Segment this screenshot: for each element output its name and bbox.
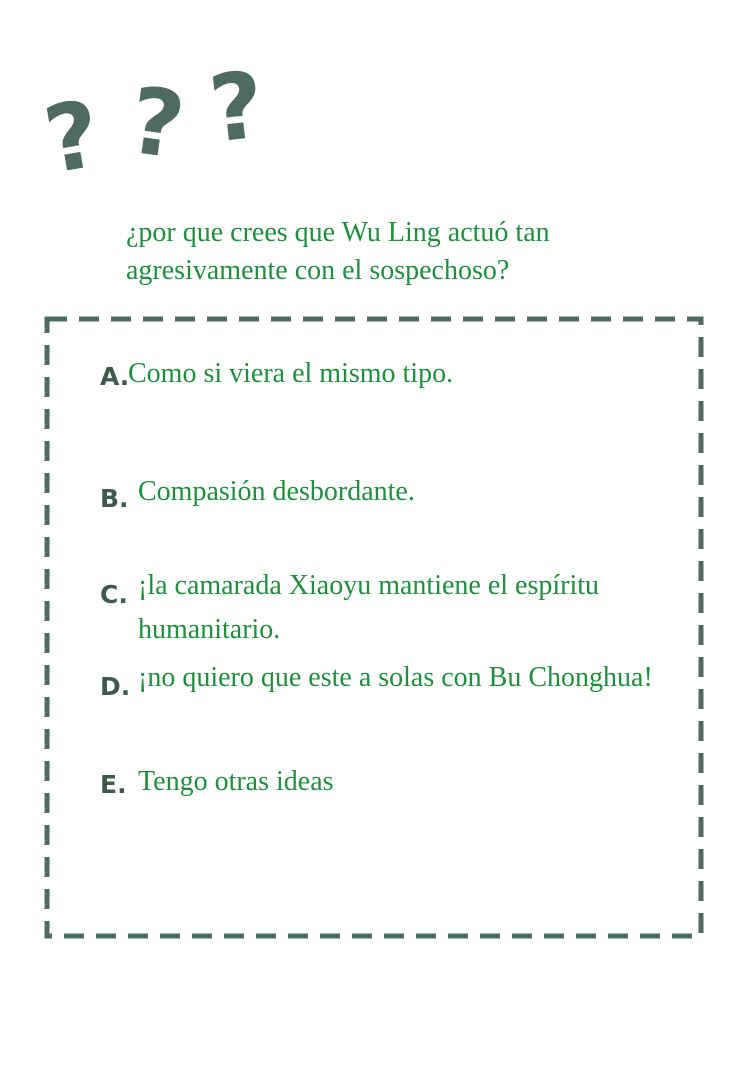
question-text: ¿por que crees que Wu Ling actuó tan agresivamente con el sospechoso?: [126, 217, 550, 286]
answer-box: [44, 316, 704, 939]
question-mark-icon: ?: [204, 51, 269, 164]
option-letter: E.: [100, 770, 127, 799]
question-mark-icon: ?: [122, 66, 191, 181]
option-letter: C.: [100, 580, 128, 609]
option-text: Tengo otras ideas: [138, 766, 334, 797]
option-text: Como si viera el mismo tipo.: [128, 358, 454, 389]
question-mark-icon: ?: [37, 80, 109, 195]
option-text: ¡no quiero que este a solas con Bu Chonghua!: [138, 662, 653, 693]
option-letter: D.: [100, 672, 131, 701]
option-text: Compasión desbordante.: [138, 476, 415, 507]
option-text: ¡la camarada Xiaoyu mantiene el espíritu humanitario.: [138, 570, 600, 645]
option-letter: A.: [100, 362, 130, 391]
option-letter: B.: [100, 484, 129, 513]
